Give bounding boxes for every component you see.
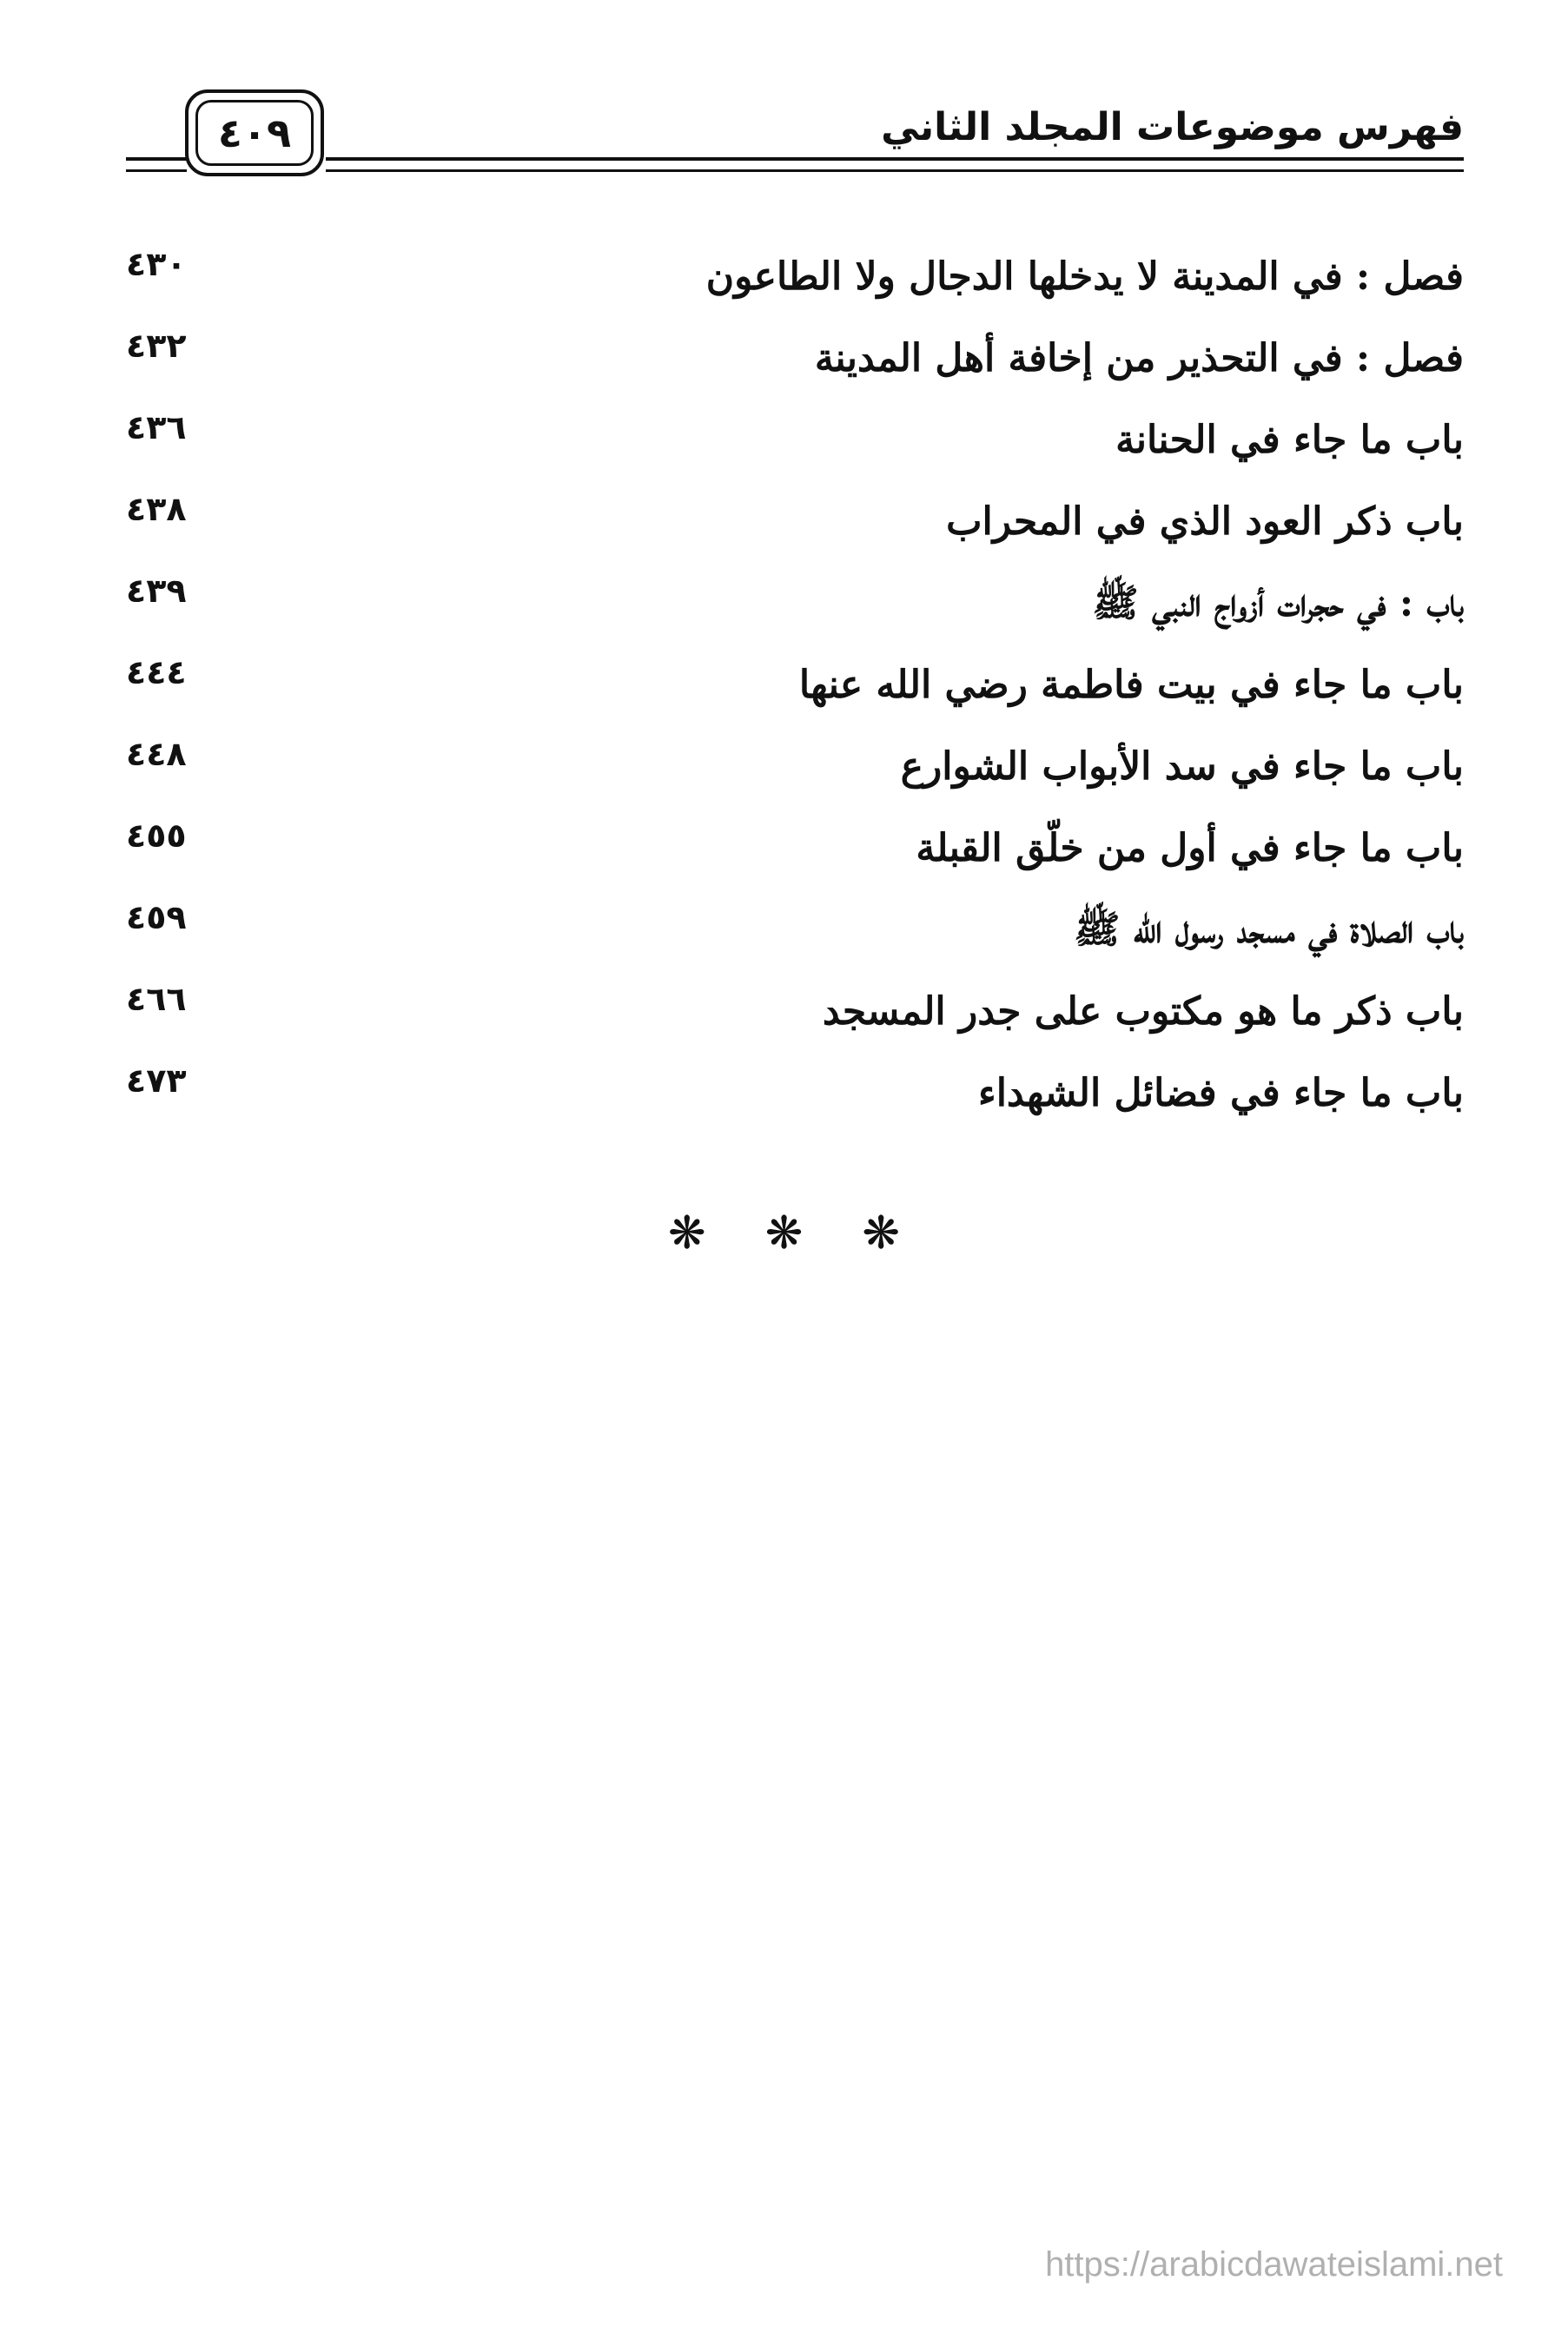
toc-entry[interactable] [126, 895, 1464, 976]
toc-entry-page: ٤٣٦ [126, 408, 187, 446]
toc-entry-title: باب ما جاء في سد الأبواب الشوارع [900, 744, 1464, 789]
toc-entry-page: ٤٣٢ [126, 327, 187, 365]
header-rule-left-top [126, 157, 187, 161]
toc-entry[interactable] [126, 241, 1464, 323]
toc-entry-title: باب ذكر ما هو مكتوب على جدر المسجد [822, 989, 1464, 1034]
toc-entry-title: فصل : في التحذير من إخافة أهل المدينة [814, 336, 1464, 380]
section-separator: ❋ ❋ ❋ [668, 1207, 900, 1259]
watermark-url: https://arabicdawateislami.net [1045, 2245, 1503, 2284]
toc-entry[interactable] [126, 813, 1464, 895]
page-header [126, 83, 1464, 195]
header-rule-top [326, 157, 1464, 161]
toc-entry-page: ٤٤٨ [126, 735, 187, 773]
toc-entry-title: باب : في حجرات أزواج النبي ﷺ [1092, 581, 1464, 625]
toc-entry-title: باب ما جاء في أول من خلّق القبلة [916, 826, 1464, 870]
page-title: فهرس موضوعات المجلد الثاني [881, 105, 1464, 149]
page-number-frame [185, 89, 324, 176]
toc-entry-page: ٤٦٦ [126, 980, 187, 1018]
toc-entry[interactable] [126, 976, 1464, 1058]
header-rule-bottom [326, 169, 1464, 172]
toc-entry-title: فصل : في المدينة لا يدخلها الدجال ولا الطاعون [705, 255, 1464, 299]
toc-entry[interactable] [126, 568, 1464, 650]
header-rule-left-bottom [126, 169, 187, 172]
toc-entry[interactable] [126, 731, 1464, 813]
toc-entry-title: باب ما جاء في فضائل الشهداء [978, 1071, 1464, 1115]
toc-entry[interactable] [126, 1058, 1464, 1140]
toc-entry-title: باب ما جاء في بيت فاطمة رضي الله عنها [798, 663, 1464, 707]
toc-entry-page: ٤٣٩ [126, 572, 187, 610]
toc-entry[interactable] [126, 486, 1464, 568]
toc-entry-page: ٤٧٣ [126, 1061, 187, 1100]
toc-entry[interactable] [126, 405, 1464, 486]
page-number: ٤٠٩ [195, 100, 314, 166]
table-of-contents [126, 241, 1464, 1140]
toc-entry-page: ٤٣٠ [126, 245, 187, 283]
toc-entry-title: باب الصلاة في مسجد رسول الله ﷺ [1074, 908, 1464, 952]
toc-entry-title: باب ما جاء في الحنانة [1115, 418, 1464, 462]
toc-entry-page: ٤٣٨ [126, 490, 187, 528]
toc-entry-page: ٤٥٩ [126, 898, 187, 936]
toc-entry[interactable] [126, 650, 1464, 731]
toc-entry-title: باب ذكر العود الذي في المحراب [946, 499, 1464, 544]
toc-entry-page: ٤٥٥ [126, 816, 187, 855]
toc-entry[interactable] [126, 323, 1464, 405]
toc-entry-page: ٤٤٤ [126, 653, 187, 691]
